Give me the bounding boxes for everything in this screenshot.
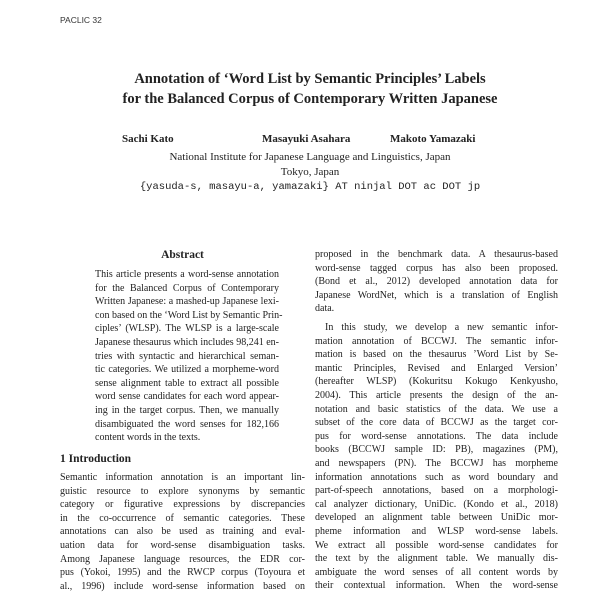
- text-line: for the Balanced Corpus of Contemporary: [95, 282, 279, 294]
- text-line: This article presents a word-sense annotation: [95, 269, 279, 280]
- location: Tokyo, Japan: [280, 166, 340, 178]
- text-line: Japanese thesaurus which includes 98,241 en-: [95, 336, 279, 348]
- text-line: notation and basic statistics of the data. We use a: [315, 403, 558, 415]
- text-line: books (BCCWJ sample ID: PB), magazines (PM),: [315, 444, 558, 456]
- text-line: Japanese WordNet, which is a translation of English: [315, 289, 558, 301]
- author-2: Masayuki Asahara: [262, 133, 351, 145]
- text-line: proposed in the benchmark data. A thesaurus-based: [315, 249, 558, 260]
- text-line: disambiguated the word senses for 182,166: [95, 418, 279, 430]
- abstract-heading-text: Abstract: [161, 249, 204, 261]
- text-line: mation annotation of BCCWJ. The semantic infor-: [315, 335, 558, 347]
- text-line: part-of-speech annotations, based on a morphologi-: [315, 485, 558, 497]
- text-line: Written Japanese: a mashed-up Japanese lexi-: [95, 296, 279, 308]
- text-line: uation data for word-sense disambiguation tasks.: [60, 539, 305, 551]
- right-paragraph-2: [315, 321, 558, 593]
- text-line: sense alignment table to extract all possible: [95, 377, 279, 389]
- text-line: data.: [315, 303, 335, 315]
- right-paragraph-1: [315, 248, 558, 316]
- text-line: pus for word-sense annotations. The data include: [315, 430, 558, 442]
- text-line: (Bond et al., 2012) developed annotation data for: [315, 276, 558, 288]
- text-line: in the co-occurrence of semantic categories. These: [60, 512, 305, 524]
- text-line: developed an alignment table between UniDic mor-: [315, 512, 558, 524]
- text-line: word sense candidates for each word appear-: [95, 391, 279, 403]
- title-line-1: Annotation of ‘Word List by Semantic Principles’ Labels: [134, 71, 486, 87]
- text-line: mantic Principles, Revised and Enlarged Version’: [315, 362, 558, 374]
- text-line: ciples’ (WLSP). The WLSP is a large-scale: [95, 323, 279, 335]
- text-line: annotations can also be used as training and eval-: [60, 526, 305, 538]
- text-line: con based on the ‘Word List by Semantic Prin-: [95, 309, 283, 321]
- text-line: We extract all possible word-sense candidates for: [315, 539, 558, 551]
- text-line: pus (Yokoi, 1995) and the RWCP corpus (Toyoura et: [60, 567, 305, 579]
- title-line-2: for the Balanced Corpus of Contemporary Written Japanese: [122, 91, 498, 107]
- text-line: In this study, we develop a new semantic infor-: [325, 322, 558, 333]
- text-line: tries with syntactic and hierarchical seman-: [95, 350, 279, 362]
- author-3: Makoto Yamazaki: [390, 133, 476, 145]
- abstract-body: [95, 268, 283, 445]
- text-line: the text by the alignment table. We manually dis-: [315, 553, 558, 565]
- text-line: Semantic information annotation is an important lin-: [60, 472, 305, 483]
- text-line: ing in the target corpus. Then, we manually: [95, 404, 279, 416]
- abstract-heading: [60, 248, 305, 263]
- text-line: 2004). This article presents the design of the an-: [315, 389, 558, 401]
- text-line: (hereafter WLSP) (Kokuritsu Kokugo Kenkyusho,: [315, 376, 558, 388]
- affiliation: National Institute for Japanese Language and Linguistics, Japan: [169, 151, 451, 163]
- intro-heading: 1 Introduction: [60, 453, 132, 465]
- text-line: cal analyzer dictionary, UniDic. (Kondo et al., 2018): [315, 498, 558, 510]
- text-line: content words in the texts.: [95, 432, 201, 444]
- text-line: their contextual information. When the word-sense: [315, 580, 558, 592]
- email: {yasuda-s, masayu-a, yamazaki} AT ninjal DOT ac DOT jp: [139, 181, 481, 193]
- running-header: PACLIC 32: [60, 15, 102, 25]
- intro-body: [60, 471, 305, 593]
- text-line: Among Japanese language resources, the EDR cor-: [60, 553, 305, 565]
- text-line: category or figurative expressions by discrepancies: [60, 499, 305, 511]
- text-line: tic categories. We utilized a morpheme-word: [95, 364, 279, 376]
- text-line: al., 1996) include word-sense information based on: [60, 580, 305, 592]
- text-line: mation is based on the thesaurus ’Word List by Se-: [315, 349, 558, 361]
- text-line: information annotations such as word boundary and: [315, 471, 558, 483]
- text-line: pheme information and WLSP word-sense labels.: [315, 525, 558, 537]
- author-1: Sachi Kato: [122, 133, 174, 145]
- text-line: ambiguate the word senses of all content words by: [315, 566, 558, 578]
- text-line: and newspapers (PN). The BCCWJ has morpheme: [315, 457, 558, 469]
- text-line: subset of the core data of BCCWJ as the target cor-: [315, 417, 558, 429]
- text-line: guistic resource to explore synonyms by semantic: [60, 485, 305, 497]
- text-line: word-sense tagged corpus has also been proposed.: [315, 262, 558, 274]
